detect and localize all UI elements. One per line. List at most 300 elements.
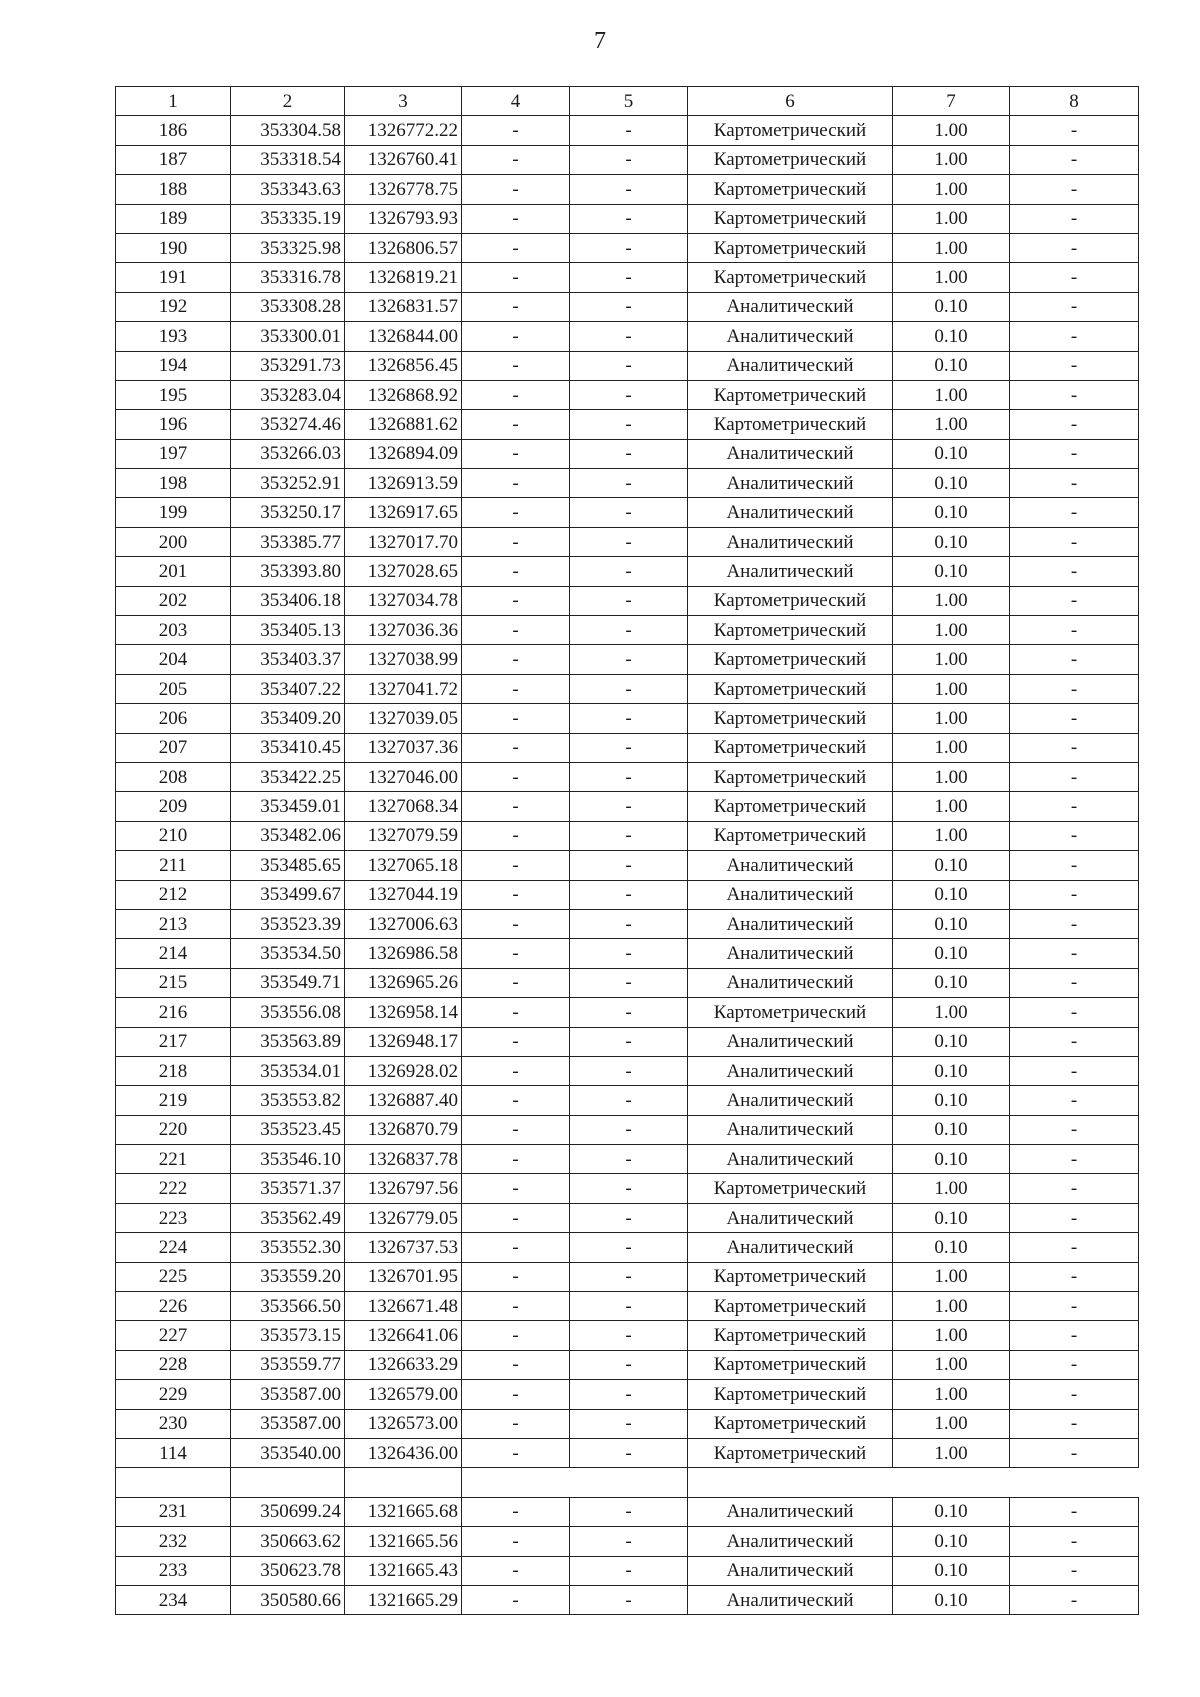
method-cell: Картометрический	[688, 674, 893, 703]
col-5-cell: -	[570, 645, 688, 674]
table-row	[116, 792, 1139, 821]
accuracy-cell: 0.10	[893, 1203, 1010, 1232]
col-8-cell: -	[1010, 1380, 1139, 1409]
col-4-cell: -	[462, 322, 570, 351]
x-coordinate-cell: 353343.63	[231, 175, 345, 204]
table-row	[116, 1556, 1139, 1585]
method-cell: Аналитический	[688, 1233, 893, 1262]
table-row	[116, 998, 1139, 1027]
point-number-cell: 220	[116, 1115, 231, 1144]
col-8-cell: -	[1010, 586, 1139, 615]
gap-cell	[345, 1468, 462, 1497]
col-4-cell: -	[462, 175, 570, 204]
y-coordinate-cell: 1326778.75	[345, 175, 462, 204]
gap-cell	[462, 1468, 688, 1497]
point-number-cell: 226	[116, 1292, 231, 1321]
table-row	[116, 616, 1139, 645]
accuracy-cell: 1.00	[893, 1438, 1010, 1467]
accuracy-cell: 1.00	[893, 233, 1010, 262]
accuracy-cell: 0.10	[893, 498, 1010, 527]
x-coordinate-cell: 353422.25	[231, 762, 345, 791]
col-4-cell: -	[462, 1438, 570, 1467]
point-number-cell: 190	[116, 233, 231, 262]
col-8-cell: -	[1010, 733, 1139, 762]
accuracy-cell: 0.10	[893, 1115, 1010, 1144]
col-5-cell: -	[570, 527, 688, 556]
x-coordinate-cell: 353523.45	[231, 1115, 345, 1144]
x-coordinate-cell: 353403.37	[231, 645, 345, 674]
col-4-cell: -	[462, 557, 570, 586]
y-coordinate-cell: 1321665.68	[345, 1497, 462, 1526]
x-coordinate-cell: 353553.82	[231, 1086, 345, 1115]
x-coordinate-cell: 353562.49	[231, 1203, 345, 1232]
col-5-cell: -	[570, 1203, 688, 1232]
accuracy-cell: 1.00	[893, 116, 1010, 145]
col-5-cell: -	[570, 1497, 688, 1526]
x-coordinate-cell: 353266.03	[231, 439, 345, 468]
x-coordinate-cell: 353566.50	[231, 1292, 345, 1321]
col-8-cell: -	[1010, 469, 1139, 498]
y-coordinate-cell: 1326436.00	[345, 1438, 462, 1467]
table-row	[116, 1497, 1139, 1526]
col-5-cell: -	[570, 1380, 688, 1409]
col-8-cell: -	[1010, 527, 1139, 556]
y-coordinate-cell: 1327037.36	[345, 733, 462, 762]
accuracy-cell: 1.00	[893, 998, 1010, 1027]
x-coordinate-cell: 353291.73	[231, 351, 345, 380]
col-4-cell: -	[462, 1056, 570, 1085]
col-4-cell: -	[462, 968, 570, 997]
x-coordinate-cell: 353410.45	[231, 733, 345, 762]
col-8-cell: -	[1010, 1086, 1139, 1115]
accuracy-cell: 0.10	[893, 1086, 1010, 1115]
table-row	[116, 1115, 1139, 1144]
point-number-cell: 193	[116, 322, 231, 351]
table-row	[116, 380, 1139, 409]
x-coordinate-cell: 350699.24	[231, 1497, 345, 1526]
y-coordinate-cell: 1326881.62	[345, 410, 462, 439]
point-number-cell: 216	[116, 998, 231, 1027]
col-8-cell: -	[1010, 968, 1139, 997]
col-4-cell: -	[462, 263, 570, 292]
point-number-cell: 207	[116, 733, 231, 762]
method-cell: Картометрический	[688, 204, 893, 233]
method-cell: Аналитический	[688, 439, 893, 468]
col-4-cell: -	[462, 1497, 570, 1526]
x-coordinate-cell: 353407.22	[231, 674, 345, 703]
accuracy-cell: 1.00	[893, 762, 1010, 791]
col-8-cell: -	[1010, 851, 1139, 880]
y-coordinate-cell: 1326965.26	[345, 968, 462, 997]
table-row	[116, 1527, 1139, 1556]
col-5-cell: -	[570, 1409, 688, 1438]
col-8-cell: -	[1010, 616, 1139, 645]
col-8-cell: -	[1010, 1115, 1139, 1144]
y-coordinate-cell: 1326760.41	[345, 145, 462, 174]
x-coordinate-cell: 350663.62	[231, 1527, 345, 1556]
col-5-cell: -	[570, 469, 688, 498]
y-coordinate-cell: 1327044.19	[345, 880, 462, 909]
accuracy-cell: 0.10	[893, 1145, 1010, 1174]
col-5-cell: -	[570, 1438, 688, 1467]
y-coordinate-cell: 1327036.36	[345, 616, 462, 645]
y-coordinate-cell: 1321665.43	[345, 1556, 462, 1585]
y-coordinate-cell: 1326831.57	[345, 292, 462, 321]
accuracy-cell: 1.00	[893, 204, 1010, 233]
gap-row	[116, 1468, 1139, 1497]
method-cell: Аналитический	[688, 527, 893, 556]
col-5-cell: -	[570, 1585, 688, 1614]
method-cell: Картометрический	[688, 821, 893, 850]
col-8-cell: -	[1010, 1262, 1139, 1291]
col-4-cell: -	[462, 1527, 570, 1556]
col-5-cell: -	[570, 351, 688, 380]
col-4-cell: -	[462, 1203, 570, 1232]
x-coordinate-cell: 353308.28	[231, 292, 345, 321]
accuracy-cell: 1.00	[893, 1380, 1010, 1409]
x-coordinate-cell: 353559.20	[231, 1262, 345, 1291]
point-number-cell: 204	[116, 645, 231, 674]
x-coordinate-cell: 353559.77	[231, 1350, 345, 1379]
col-5-cell: -	[570, 762, 688, 791]
point-number-cell: 208	[116, 762, 231, 791]
x-coordinate-cell: 353250.17	[231, 498, 345, 527]
col-8-cell: -	[1010, 792, 1139, 821]
col-4-cell: -	[462, 851, 570, 880]
method-cell: Аналитический	[688, 292, 893, 321]
accuracy-cell: 0.10	[893, 351, 1010, 380]
method-cell: Картометрический	[688, 1380, 893, 1409]
col-8-cell: -	[1010, 1174, 1139, 1203]
y-coordinate-cell: 1327034.78	[345, 586, 462, 615]
col-4-cell: -	[462, 1086, 570, 1115]
col-5-cell: -	[570, 939, 688, 968]
method-cell: Картометрический	[688, 762, 893, 791]
accuracy-cell: 0.10	[893, 909, 1010, 938]
col-5-cell: -	[570, 1321, 688, 1350]
y-coordinate-cell: 1326986.58	[345, 939, 462, 968]
point-number-cell: 212	[116, 880, 231, 909]
accuracy-cell: 0.10	[893, 880, 1010, 909]
col-4-cell: -	[462, 410, 570, 439]
table-row	[116, 175, 1139, 204]
accuracy-cell: 1.00	[893, 1409, 1010, 1438]
col-8-cell: -	[1010, 1527, 1139, 1556]
col-4-cell: -	[462, 821, 570, 850]
table-row	[116, 204, 1139, 233]
accuracy-cell: 1.00	[893, 380, 1010, 409]
column-header: 3	[345, 87, 462, 116]
col-8-cell: -	[1010, 1409, 1139, 1438]
table-row	[116, 939, 1139, 968]
col-8-cell: -	[1010, 498, 1139, 527]
col-5-cell: -	[570, 704, 688, 733]
point-number-cell: 199	[116, 498, 231, 527]
method-cell: Аналитический	[688, 469, 893, 498]
col-5-cell: -	[570, 821, 688, 850]
col-4-cell: -	[462, 616, 570, 645]
y-coordinate-cell: 1326797.56	[345, 1174, 462, 1203]
method-cell: Аналитический	[688, 1027, 893, 1056]
accuracy-cell: 1.00	[893, 674, 1010, 703]
col-5-cell: -	[570, 1027, 688, 1056]
point-number-cell: 210	[116, 821, 231, 850]
col-5-cell: -	[570, 557, 688, 586]
point-number-cell: 198	[116, 469, 231, 498]
table-row	[116, 1321, 1139, 1350]
point-number-cell: 196	[116, 410, 231, 439]
col-5-cell: -	[570, 116, 688, 145]
col-8-cell: -	[1010, 1203, 1139, 1232]
col-4-cell: -	[462, 1145, 570, 1174]
table-row	[116, 1203, 1139, 1232]
x-coordinate-cell: 353325.98	[231, 233, 345, 262]
col-5-cell: -	[570, 1145, 688, 1174]
table-row	[116, 351, 1139, 380]
y-coordinate-cell: 1326806.57	[345, 233, 462, 262]
x-coordinate-cell: 353523.39	[231, 909, 345, 938]
col-5-cell: -	[570, 851, 688, 880]
column-header: 5	[570, 87, 688, 116]
table-row	[116, 762, 1139, 791]
col-5-cell: -	[570, 498, 688, 527]
point-number-cell: 200	[116, 527, 231, 556]
col-8-cell: -	[1010, 439, 1139, 468]
x-coordinate-cell: 353304.58	[231, 116, 345, 145]
y-coordinate-cell: 1326887.40	[345, 1086, 462, 1115]
accuracy-cell: 0.10	[893, 1585, 1010, 1614]
method-cell: Аналитический	[688, 968, 893, 997]
point-number-cell: 214	[116, 939, 231, 968]
point-number-cell: 231	[116, 1497, 231, 1526]
y-coordinate-cell: 1326913.59	[345, 469, 462, 498]
table-row	[116, 909, 1139, 938]
y-coordinate-cell: 1326793.93	[345, 204, 462, 233]
table-row	[116, 498, 1139, 527]
y-coordinate-cell: 1326633.29	[345, 1350, 462, 1379]
point-number-cell: 209	[116, 792, 231, 821]
table-row	[116, 1233, 1139, 1262]
point-number-cell: 234	[116, 1585, 231, 1614]
point-number-cell: 197	[116, 439, 231, 468]
col-4-cell: -	[462, 1585, 570, 1614]
accuracy-cell: 1.00	[893, 145, 1010, 174]
accuracy-cell: 0.10	[893, 292, 1010, 321]
col-4-cell: -	[462, 1350, 570, 1379]
x-coordinate-cell: 350623.78	[231, 1556, 345, 1585]
col-8-cell: -	[1010, 1350, 1139, 1379]
col-4-cell: -	[462, 439, 570, 468]
table-row	[116, 116, 1139, 145]
method-cell: Картометрический	[688, 586, 893, 615]
x-coordinate-cell: 353546.10	[231, 1145, 345, 1174]
table-row	[116, 1409, 1139, 1438]
col-5-cell: -	[570, 968, 688, 997]
y-coordinate-cell: 1326928.02	[345, 1056, 462, 1085]
x-coordinate-cell: 353549.71	[231, 968, 345, 997]
method-cell: Картометрический	[688, 1409, 893, 1438]
x-coordinate-cell: 353499.67	[231, 880, 345, 909]
y-coordinate-cell: 1326579.00	[345, 1380, 462, 1409]
col-8-cell: -	[1010, 1233, 1139, 1262]
accuracy-cell: 1.00	[893, 733, 1010, 762]
y-coordinate-cell: 1327006.63	[345, 909, 462, 938]
col-5-cell: -	[570, 1086, 688, 1115]
x-coordinate-cell: 353571.37	[231, 1174, 345, 1203]
y-coordinate-cell: 1326641.06	[345, 1321, 462, 1350]
table-row	[116, 586, 1139, 615]
col-4-cell: -	[462, 1556, 570, 1585]
col-5-cell: -	[570, 1350, 688, 1379]
col-8-cell: -	[1010, 351, 1139, 380]
x-coordinate-cell: 353552.30	[231, 1233, 345, 1262]
col-4-cell: -	[462, 939, 570, 968]
point-number-cell: 213	[116, 909, 231, 938]
y-coordinate-cell: 1326779.05	[345, 1203, 462, 1232]
table-row	[116, 645, 1139, 674]
accuracy-cell: 0.10	[893, 939, 1010, 968]
column-header: 6	[688, 87, 893, 116]
col-4-cell: -	[462, 998, 570, 1027]
col-5-cell: -	[570, 1262, 688, 1291]
method-cell: Аналитический	[688, 909, 893, 938]
col-4-cell: -	[462, 233, 570, 262]
col-5-cell: -	[570, 233, 688, 262]
x-coordinate-cell: 350580.66	[231, 1585, 345, 1614]
accuracy-cell: 1.00	[893, 821, 1010, 850]
table-row	[116, 1350, 1139, 1379]
col-4-cell: -	[462, 909, 570, 938]
method-cell: Аналитический	[688, 1585, 893, 1614]
gap-cell	[688, 1468, 1139, 1497]
col-5-cell: -	[570, 586, 688, 615]
y-coordinate-cell: 1326671.48	[345, 1292, 462, 1321]
method-cell: Аналитический	[688, 498, 893, 527]
x-coordinate-cell: 353587.00	[231, 1409, 345, 1438]
point-number-cell: 221	[116, 1145, 231, 1174]
point-number-cell: 189	[116, 204, 231, 233]
method-cell: Аналитический	[688, 880, 893, 909]
method-cell: Картометрический	[688, 1321, 893, 1350]
col-8-cell: -	[1010, 1321, 1139, 1350]
col-8-cell: -	[1010, 645, 1139, 674]
table-row	[116, 851, 1139, 880]
x-coordinate-cell: 353459.01	[231, 792, 345, 821]
col-8-cell: -	[1010, 1292, 1139, 1321]
col-8-cell: -	[1010, 410, 1139, 439]
method-cell: Аналитический	[688, 1115, 893, 1144]
table-row	[116, 1292, 1139, 1321]
point-number-cell: 217	[116, 1027, 231, 1056]
x-coordinate-cell: 353274.46	[231, 410, 345, 439]
column-header: 1	[116, 87, 231, 116]
col-5-cell: -	[570, 998, 688, 1027]
col-4-cell: -	[462, 645, 570, 674]
col-8-cell: -	[1010, 233, 1139, 262]
accuracy-cell: 0.10	[893, 851, 1010, 880]
method-cell: Картометрический	[688, 263, 893, 292]
accuracy-cell: 0.10	[893, 1527, 1010, 1556]
method-cell: Аналитический	[688, 1203, 893, 1232]
point-number-cell: 192	[116, 292, 231, 321]
x-coordinate-cell: 353534.50	[231, 939, 345, 968]
point-number-cell: 215	[116, 968, 231, 997]
col-4-cell: -	[462, 527, 570, 556]
y-coordinate-cell: 1326573.00	[345, 1409, 462, 1438]
col-5-cell: -	[570, 1556, 688, 1585]
col-5-cell: -	[570, 1056, 688, 1085]
point-number-cell: 186	[116, 116, 231, 145]
point-number-cell: 229	[116, 1380, 231, 1409]
col-8-cell: -	[1010, 1027, 1139, 1056]
point-number-cell: 223	[116, 1203, 231, 1232]
col-8-cell: -	[1010, 1145, 1139, 1174]
col-4-cell: -	[462, 1027, 570, 1056]
x-coordinate-cell: 353335.19	[231, 204, 345, 233]
accuracy-cell: 0.10	[893, 469, 1010, 498]
col-8-cell: -	[1010, 557, 1139, 586]
table-row	[116, 145, 1139, 174]
point-number-cell: 227	[116, 1321, 231, 1350]
col-5-cell: -	[570, 175, 688, 204]
col-4-cell: -	[462, 762, 570, 791]
accuracy-cell: 1.00	[893, 410, 1010, 439]
table-row	[116, 1585, 1139, 1614]
col-5-cell: -	[570, 439, 688, 468]
col-5-cell: -	[570, 263, 688, 292]
method-cell: Аналитический	[688, 1086, 893, 1115]
accuracy-cell: 1.00	[893, 704, 1010, 733]
col-5-cell: -	[570, 322, 688, 351]
y-coordinate-cell: 1327068.34	[345, 792, 462, 821]
y-coordinate-cell: 1321665.29	[345, 1585, 462, 1614]
point-number-cell: 211	[116, 851, 231, 880]
x-coordinate-cell: 353318.54	[231, 145, 345, 174]
column-header: 2	[231, 87, 345, 116]
method-cell: Аналитический	[688, 1527, 893, 1556]
x-coordinate-cell: 353573.15	[231, 1321, 345, 1350]
col-4-cell: -	[462, 498, 570, 527]
table-row	[116, 733, 1139, 762]
col-5-cell: -	[570, 380, 688, 409]
col-8-cell: -	[1010, 1556, 1139, 1585]
col-4-cell: -	[462, 1233, 570, 1262]
col-4-cell: -	[462, 116, 570, 145]
accuracy-cell: 0.10	[893, 322, 1010, 351]
method-cell: Аналитический	[688, 851, 893, 880]
method-cell: Картометрический	[688, 704, 893, 733]
col-4-cell: -	[462, 1174, 570, 1203]
accuracy-cell: 0.10	[893, 439, 1010, 468]
x-coordinate-cell: 353385.77	[231, 527, 345, 556]
col-5-cell: -	[570, 145, 688, 174]
accuracy-cell: 1.00	[893, 616, 1010, 645]
x-coordinate-cell: 353540.00	[231, 1438, 345, 1467]
point-number-cell: 205	[116, 674, 231, 703]
col-5-cell: -	[570, 1174, 688, 1203]
y-coordinate-cell: 1326837.78	[345, 1145, 462, 1174]
method-cell: Картометрический	[688, 1438, 893, 1467]
table-row	[116, 968, 1139, 997]
table-row	[116, 821, 1139, 850]
table-row	[116, 674, 1139, 703]
method-cell: Картометрический	[688, 116, 893, 145]
x-coordinate-cell: 353283.04	[231, 380, 345, 409]
accuracy-cell: 0.10	[893, 1497, 1010, 1526]
x-coordinate-cell: 353406.18	[231, 586, 345, 615]
col-5-cell: -	[570, 1292, 688, 1321]
x-coordinate-cell: 353409.20	[231, 704, 345, 733]
